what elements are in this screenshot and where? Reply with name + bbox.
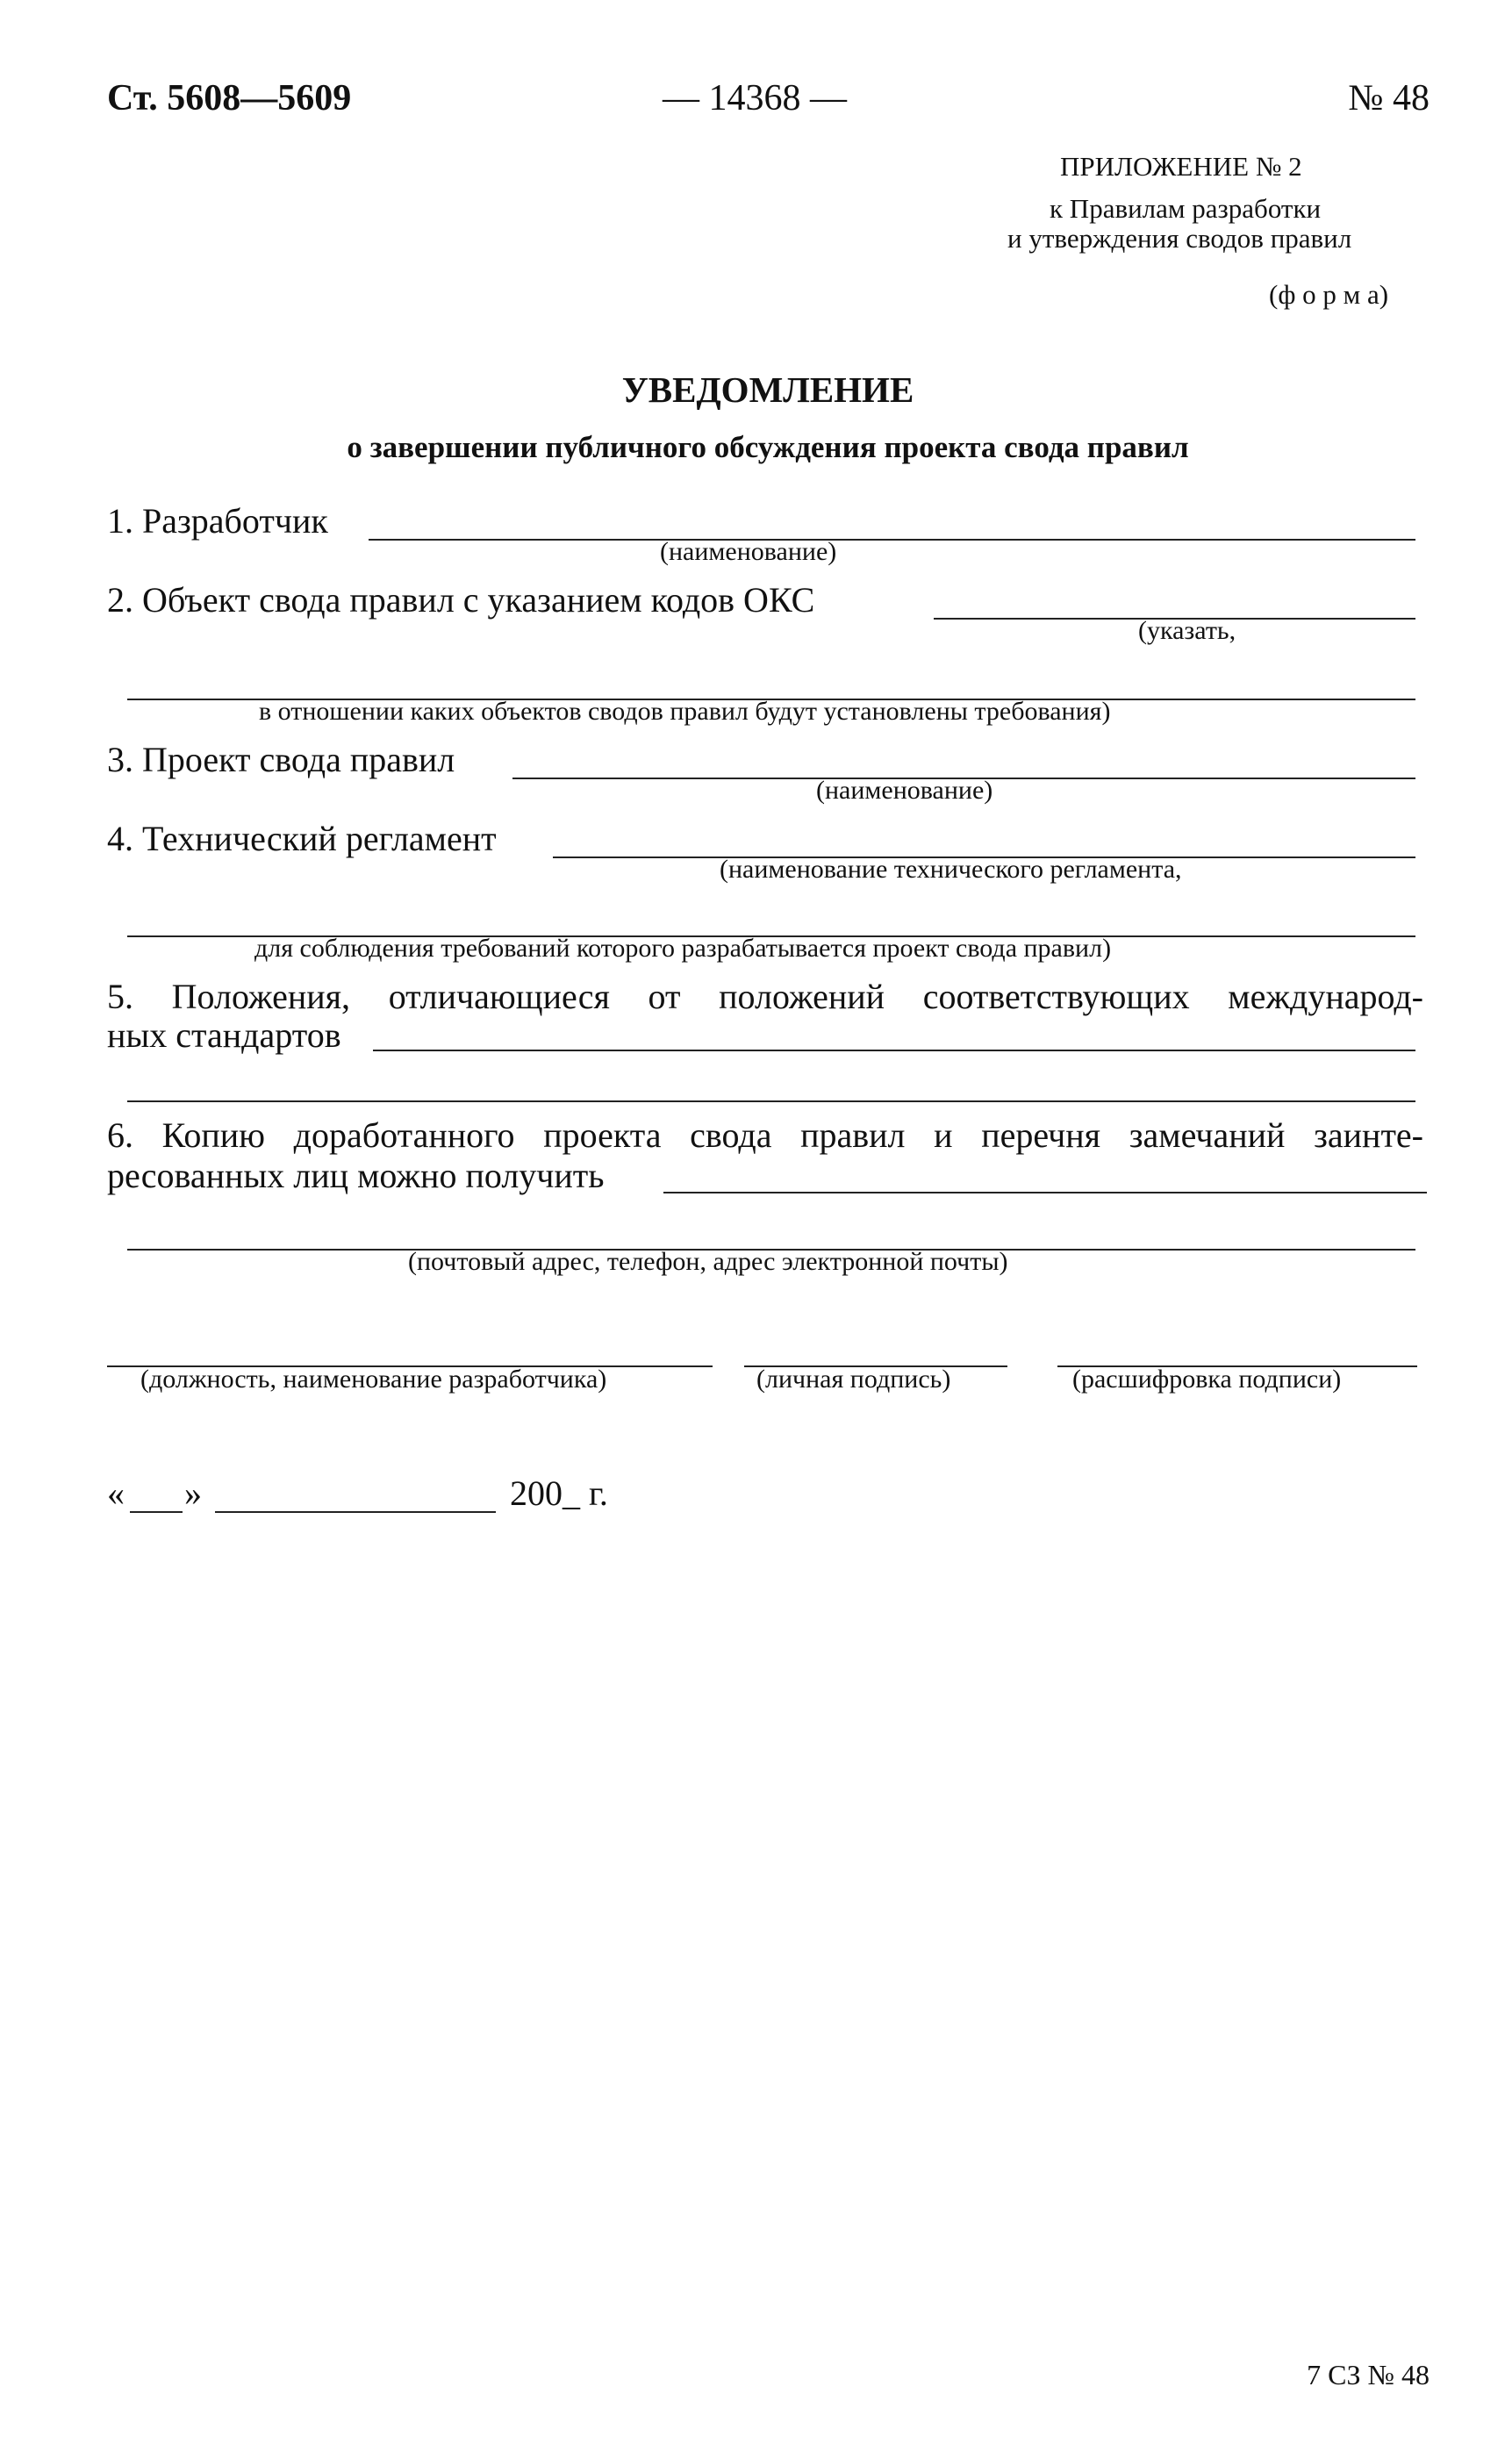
item6-line1: 6. Копию доработанного проекта свода правил и перечня замечаний заинте- (107, 1115, 1423, 1155)
item3-label: 3. Проект свода правил (107, 740, 455, 779)
item1-caption: (наименование) (660, 537, 837, 566)
document-subtitle: о завершении публичного обсуждения проекта свода правил (347, 430, 1189, 464)
item6-caption: (почтовый адрес, телефон, адрес электронной почты) (408, 1247, 1008, 1276)
page-number: — 14368 — (663, 78, 847, 118)
document-title: УВЕДОМЛЕНИЕ (621, 369, 914, 410)
item3-caption: (наименование) (816, 776, 993, 805)
developer-field[interactable] (369, 539, 1415, 541)
date-year: 200_ г. (510, 1473, 608, 1513)
form-label: (ф о р м а) (1269, 279, 1389, 310)
item5-line1: 5. Положения, отличающиеся от положений соответствующих международ- (107, 977, 1423, 1016)
item2-caption-a: (указать, (1138, 616, 1236, 645)
date-open-quote: « (107, 1473, 125, 1513)
appendix-ref-line1: к Правилам разработки (1050, 193, 1322, 224)
date-close-quote: » (184, 1473, 202, 1513)
deviations-field[interactable] (373, 1050, 1415, 1051)
item1-label: 1. Разработчик (107, 501, 328, 541)
item2-label: 2. Объект свода правил с указанием кодов ОКС (107, 580, 815, 620)
appendix-ref-line2: и утверждения сводов правил (1007, 223, 1352, 254)
item4-caption-a: (наименование технического регламента, (720, 855, 1182, 884)
page-ref-left: Ст. 5608—5609 (107, 78, 352, 118)
position-caption: (должность, наименование разработчика) (140, 1365, 607, 1394)
deviations-field-continued[interactable] (127, 1100, 1415, 1102)
item4-label: 4. Технический регламент (107, 819, 497, 858)
footer-signature-mark: 7 СЗ № 48 (1307, 2359, 1430, 2390)
date-day-field[interactable] (130, 1511, 183, 1513)
contact-field[interactable] (663, 1192, 1427, 1193)
issue-number: № 48 (1348, 78, 1430, 118)
signature-caption: (личная подпись) (756, 1365, 951, 1394)
appendix-title: ПРИЛОЖЕНИЕ № 2 (1060, 151, 1302, 182)
signature-decode-caption: (расшифровка подписи) (1072, 1365, 1342, 1394)
item4-caption-b: для соблюдения требований которого разрабатывается проект свода правил) (254, 934, 1112, 963)
date-month-field[interactable] (215, 1511, 496, 1513)
item6-line2: ресованных лиц можно получить (107, 1156, 605, 1195)
item5-line2: ных стандартов (107, 1015, 341, 1055)
item2-caption-b: в отношении каких объектов сводов правил будут установлены требования) (259, 697, 1111, 726)
